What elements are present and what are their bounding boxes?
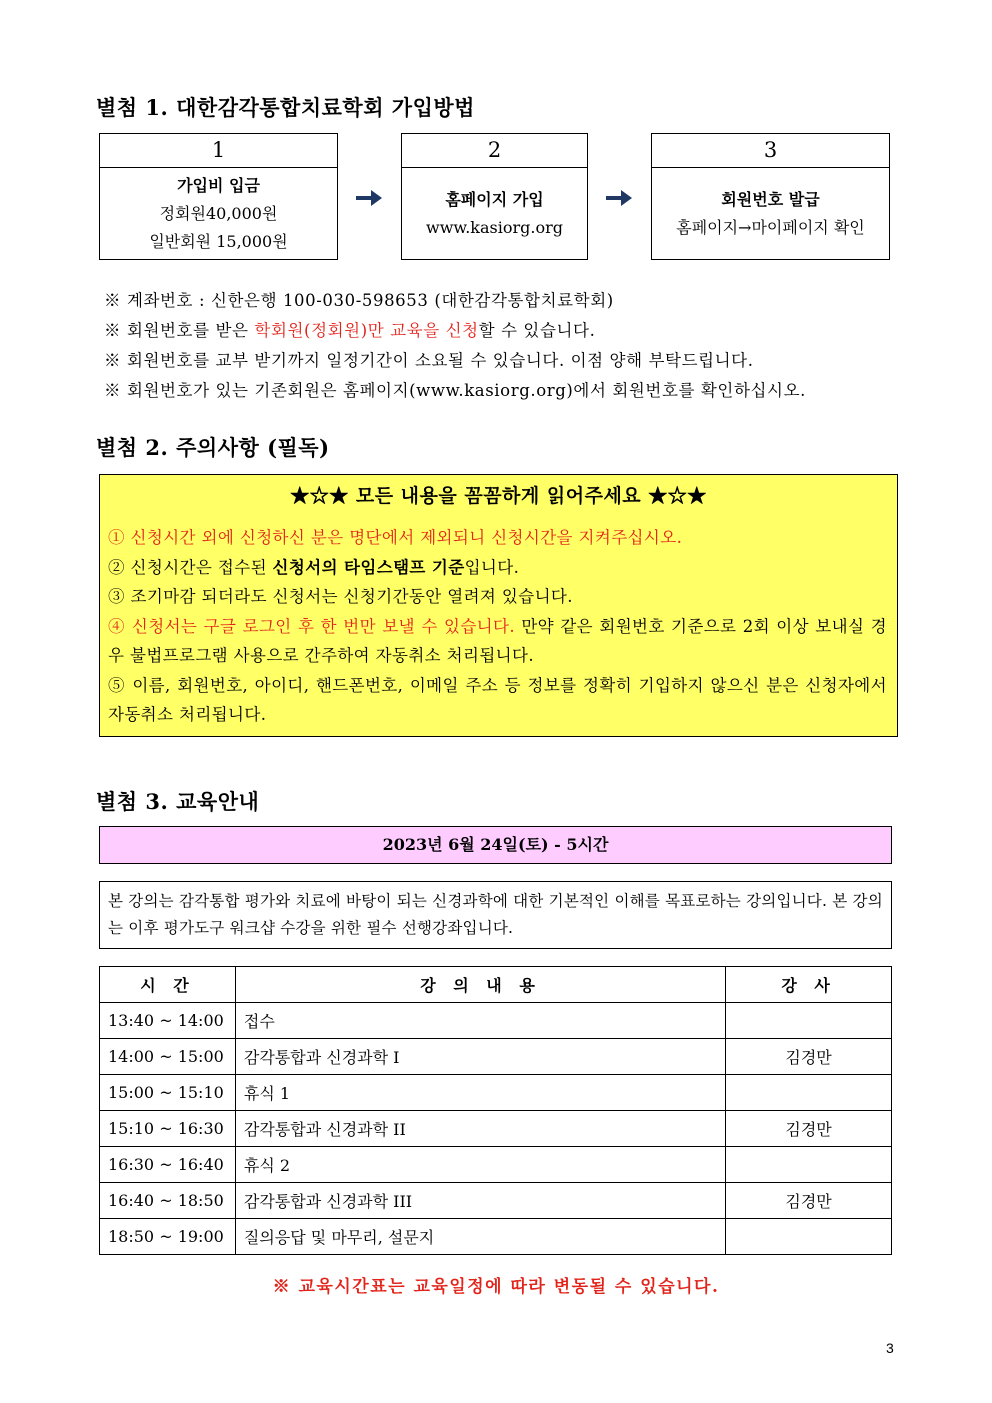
step-line: www.kasiorg.org <box>426 218 563 237</box>
schedule-footnote: ※ 교육시간표는 교육일정에 따라 변동될 수 있습니다. <box>272 1277 720 1297</box>
caution-box <box>99 474 898 737</box>
caution-item-1: ① 신청시간 외에 신청하신 분은 명단에서 제외되니 신청시간을 지켜주십시오. <box>108 528 683 547</box>
arrow-right-icon <box>604 187 634 209</box>
step-number: 1 <box>100 134 337 168</box>
step-number: 3 <box>652 134 889 168</box>
step-box-1 <box>99 133 338 260</box>
caution-item-3: ③ 조기마감 되더라도 신청서는 신청기간동안 열려져 있습니다. <box>108 587 573 606</box>
note-eligibility: ※ 회원번호를 받은 학회원(정회원)만 교육을 신청할 수 있습니다. <box>104 321 596 340</box>
step-line: 홈페이지→마이페이지 확인 <box>676 218 865 237</box>
table-row: 16:40 ~ 18:50 감각통합과 신경과학 III 김경만 <box>100 1183 892 1219</box>
caution-box-title: ★☆★ 모든 내용을 꼼꼼하게 읽어주세요 ★☆★ <box>290 485 707 507</box>
note-account: ※ 계좌번호 : 신한은행 100-030-598653 (대한감각통합치료학회) <box>104 291 614 310</box>
date-bar: 2023년 6월 24일(토) - 5시간 <box>99 826 892 864</box>
caution-item-2: ② 신청시간은 접수된 신청서의 타임스탬프 기준입니다. <box>108 557 520 577</box>
section2-title: 별첨 2. 주의사항 (필독) <box>96 435 330 460</box>
table-row: 13:40 ~ 14:00 접수 <box>100 1003 892 1039</box>
table-row: 15:00 ~ 15:10 휴식 1 <box>100 1075 892 1111</box>
header-time: 시 간 <box>100 967 236 1003</box>
step-title: 가입비 입금 <box>177 176 260 195</box>
table-header-row <box>100 967 892 1003</box>
step-line: 정회원40,000원 <box>159 204 278 223</box>
step-box-2 <box>401 133 588 260</box>
page-number: 3 <box>886 1340 894 1356</box>
table-row: 14:00 ~ 15:00 감각통합과 신경과학 I 김경만 <box>100 1039 892 1075</box>
section1-title: 별첨 1. 대한감각통합치료학회 가입방법 <box>96 95 475 120</box>
note-processing-time: ※ 회원번호를 교부 받기까지 일정기간이 소요될 수 있습니다. 이점 양해 부탁드립니다. <box>104 351 754 370</box>
note-existing-members: ※ 회원번호가 있는 기존회원은 홈페이지(www.kasiorg.org)에서 회원번호를 확인하십시오. <box>104 381 806 400</box>
header-content: 강 의 내 용 <box>235 967 725 1003</box>
table-row: 18:50 ~ 19:00 질의응답 및 마무리, 설문지 <box>100 1219 892 1255</box>
note-highlight: 학회원(정회원)만 교육을 신청 <box>254 321 479 340</box>
schedule-table <box>99 966 892 1255</box>
caution-item-4: ④ 신청서는 구글 로그인 후 한 번만 보낼 수 있습니다. 만약 같은 회원번호 기준으로 2회 이상 보내실 경우 불법프로그램 사용으로 간주하여 자동취소 처리됩니다. <box>108 616 887 665</box>
step-box-3 <box>651 133 890 260</box>
header-lecturer: 강 사 <box>726 967 892 1003</box>
arrow-right-icon <box>354 187 384 209</box>
step-number: 2 <box>402 134 587 168</box>
table-row: 15:10 ~ 16:30 감각통합과 신경과학 II 김경만 <box>100 1111 892 1147</box>
course-description: 본 강의는 감각통합 평가와 치료에 바탕이 되는 신경과학에 대한 기본적인 이해를 목표로하는 강의입니다. 본 강의는 이후 평가도구 워크샵 수강을 위한 필수 선행강좌입니다. <box>99 881 892 949</box>
step-line: 일반회원 15,000원 <box>149 232 288 251</box>
step-title: 홈페이지 가입 <box>445 190 544 209</box>
table-row: 16:30 ~ 16:40 휴식 2 <box>100 1147 892 1183</box>
caution-item-5: ⑤ 이름, 회원번호, 아이디, 핸드폰번호, 이메일 주소 등 정보를 정확히 기입하지 않으신 분은 신청자에서 자동취소 처리됩니다. <box>108 675 887 724</box>
section3-title: 별첨 3. 교육안내 <box>96 789 260 814</box>
membership-notes <box>104 286 806 406</box>
step-title: 회원번호 발급 <box>721 190 820 209</box>
